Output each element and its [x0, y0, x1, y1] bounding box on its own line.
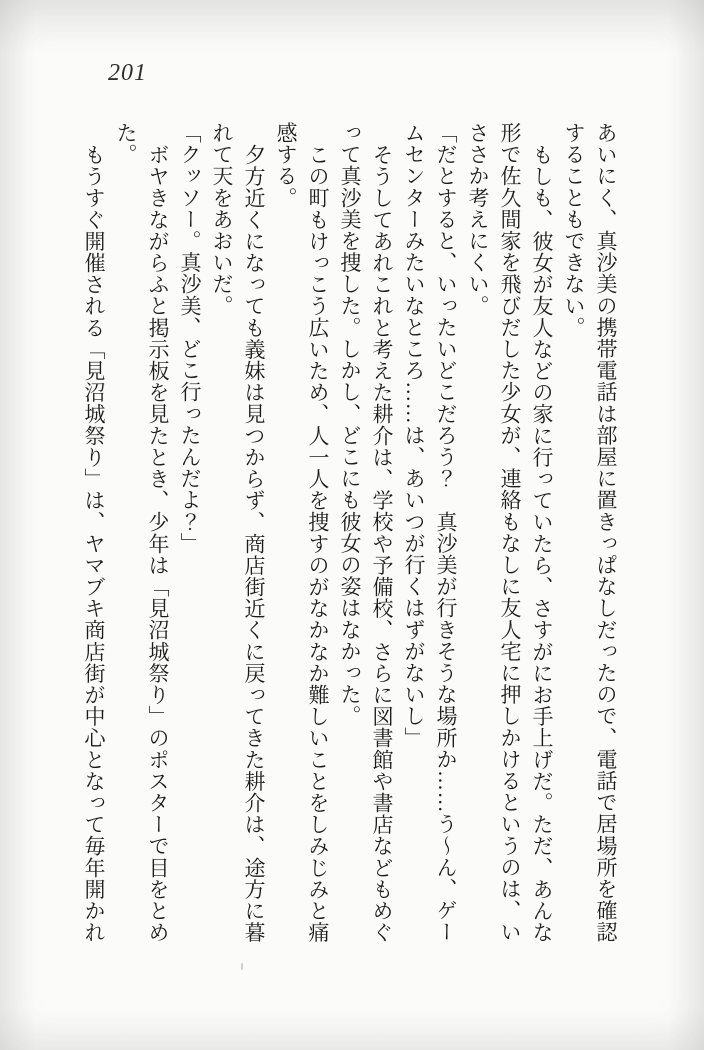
paragraph: 夕方近くになっても義妹は見つからず、商店街近くに戻ってきた耕介は、途方に暮れて天をあおいだ。: [210, 122, 266, 943]
paragraph: もうすぐ開催される「見沼城祭り」は、ヤマブキ商店街が中心となって毎年開かれ: [82, 143, 106, 943]
page-text: [78, 122, 622, 946]
paragraph: ボヤきながらふと掲示板を見たとき、少年は「見沼城祭り」のポスターで目をとめた。: [114, 122, 170, 943]
scan-speck: [241, 963, 243, 970]
paragraph: この町もけっこう広いため、人一人を捜すのがなかなか難しいことをしみじみと痛感する。: [274, 122, 330, 943]
paragraph-dialogue: 「だとすると、いったいどこだろう？ 真沙美が行きそうな場所か……う～ん、ゲームセンターみたいなところ……は、あいつが行くはずがないし」: [402, 122, 458, 943]
paragraph-dialogue: 「クッソー。真沙美、どこ行ったんだよ？」: [178, 122, 202, 554]
paragraph: もしも、彼女が友人などの家に行っていたら、さすがにお手上げだ。ただ、あんな形で佐久間家を飛びだした少女が、連絡もなしに友人宅に押しかけるというのは、いささか考えにくい。: [466, 122, 554, 943]
page-number: 201: [108, 60, 147, 86]
paragraph: そうしてあれこれと考えた耕介は、学校や予備校、さらに図書館や書店などもめぐって真沙美を捜した。しかし、どこにも彼女の姿はなかった。: [338, 122, 394, 943]
paragraph: あいにく、真沙美の携帯電話は部屋に置きっぱなしだったので、電話で居場所を確認することもできない。: [562, 122, 618, 943]
